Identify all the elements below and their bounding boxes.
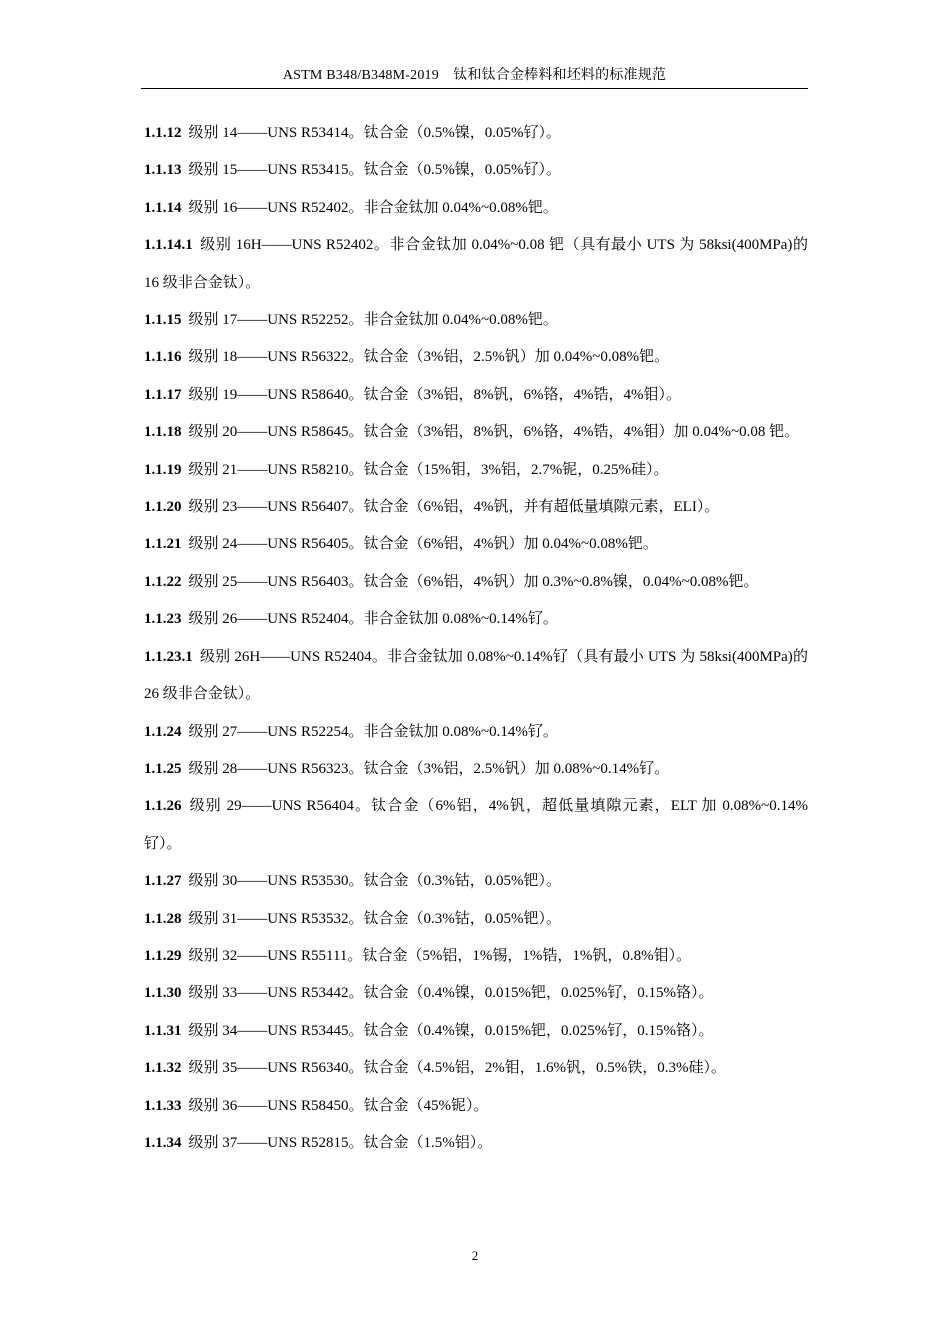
clause-number: 1.1.30	[144, 985, 182, 1002]
clause-number: 1.1.29	[144, 947, 182, 964]
clause-text: 级别 21——UNS R58210。钛合金（15%钼，3%铝，2.7%铌，0.25%硅）。	[188, 461, 669, 478]
clause-number: 1.1.32	[144, 1060, 182, 1077]
clause-text: 级别 31——UNS R53532。钛合金（0.3%钴，0.05%钯）。	[188, 910, 562, 927]
document-body	[144, 115, 808, 1162]
clause-text: 级别 36——UNS R58450。钛合金（45%铌）。	[188, 1097, 489, 1114]
clause-number: 1.1.15	[144, 312, 182, 329]
clause-number: 1.1.17	[144, 386, 182, 403]
page-number: 2	[471, 1248, 479, 1263]
paragraph-1-1-18	[144, 414, 808, 451]
clause-text: 级别 23——UNS R56407。钛合金（6%铝，4%钒，并有超低量填隙元素，ELI）。	[188, 499, 720, 516]
clause-text: 级别 24——UNS R56405。钛合金（6%铝，4%钒）加 0.04%~0.08%钯。	[188, 536, 658, 553]
clause-text: 级别 26H——UNS R52404。非合金钛加 0.08%~0.14%钌（具有最小 UTS 为 58ksi(400MPa)的 26 级非合金钛）。	[144, 648, 808, 703]
clause-number: 1.1.31	[144, 1022, 182, 1039]
paragraph-1-1-30	[144, 975, 808, 1012]
clause-text: 级别 35——UNS R56340。钛合金（4.5%铝，2%钼，1.6%钒，0.5%铁，0.3%硅）。	[188, 1060, 726, 1077]
clause-text: 级别 28——UNS R56323。钛合金（3%铝，2.5%钒）加 0.08%~0.14%钌。	[188, 760, 670, 777]
paragraph-1-1-32	[144, 1050, 808, 1087]
clause-number: 1.1.23.1	[144, 648, 193, 665]
paragraph-1-1-20	[144, 489, 808, 526]
clause-text: 级别 20——UNS R58645。钛合金（3%铝，8%钒，6%铬，4%锆，4%钼）加 0.04%~0.08 钯。	[188, 424, 800, 441]
clause-number: 1.1.21	[144, 536, 182, 553]
paragraph-1-1-19	[144, 452, 808, 489]
clause-text: 级别 16H——UNS R52402。非合金钛加 0.04%~0.08 钯（具有最小 UTS 为 58ksi(400MPa)的 16 级非合金钛）。	[144, 237, 808, 291]
paragraph-1-1-33	[144, 1088, 808, 1125]
paragraph-1-1-14-1	[144, 227, 808, 302]
clause-text: 级别 30——UNS R53530。钛合金（0.3%钴，0.05%钯）。	[188, 873, 562, 890]
clause-number: 1.1.19	[144, 461, 182, 478]
paragraph-1-1-15	[144, 302, 808, 339]
clause-number: 1.1.12	[144, 125, 182, 141]
clause-number: 1.1.23	[144, 611, 182, 628]
paragraph-1-1-21	[144, 526, 808, 563]
page-footer	[0, 1247, 950, 1265]
clause-text: 级别 34——UNS R53445。钛合金（0.4%镍，0.015%钯，0.025%钌，0.15%铬）。	[188, 1022, 714, 1039]
clause-text: 级别 15——UNS R53415。钛合金（0.5%镍，0.05%钌）。	[188, 162, 562, 179]
paragraph-1-1-22	[144, 564, 808, 601]
clause-text: 级别 29——UNS R56404。钛合金（6%铝，4%钒，超低量填隙元素，ELT 加 0.08%~0.14% 钌）。	[144, 798, 808, 852]
clause-text: 级别 19——UNS R58640。钛合金（3%铝，8%钒，6%铬，4%锆，4%钼）。	[188, 386, 681, 403]
clause-number: 1.1.26	[144, 798, 182, 815]
paragraph-1-1-17	[144, 377, 808, 414]
paragraph-1-1-16	[144, 339, 808, 376]
clause-number: 1.1.33	[144, 1097, 182, 1114]
paragraph-1-1-24	[144, 714, 808, 751]
paragraph-1-1-12	[144, 115, 808, 152]
clause-number: 1.1.14.1	[144, 237, 193, 254]
clause-number: 1.1.22	[144, 573, 182, 590]
paragraph-1-1-26	[144, 788, 808, 863]
clause-number: 1.1.25	[144, 760, 182, 777]
clause-number: 1.1.18	[144, 424, 182, 441]
clause-number: 1.1.16	[144, 349, 182, 366]
clause-text: 级别 26——UNS R52404。非合金钛加 0.08%~0.14%钌。	[188, 611, 558, 628]
paragraph-1-1-23	[144, 601, 808, 638]
paragraph-1-1-13	[144, 152, 808, 189]
clause-text: 级别 33——UNS R53442。钛合金（0.4%镍，0.015%钯，0.025%钌，0.15%铬）。	[188, 985, 714, 1002]
clause-text: 级别 27——UNS R52254。非合金钛加 0.08%~0.14%钌。	[188, 723, 558, 740]
clause-number: 1.1.34	[144, 1134, 182, 1151]
clause-text: 级别 16——UNS R52402。非合金钛加 0.04%~0.08%钯。	[188, 199, 558, 216]
paragraph-1-1-29	[144, 938, 808, 975]
clause-text: 级别 18——UNS R56322。钛合金（3%铝，2.5%钒）加 0.04%~0.08%钯。	[188, 349, 670, 366]
paragraph-1-1-14	[144, 190, 808, 227]
clause-text: 级别 17——UNS R52252。非合金钛加 0.04%~0.08%钯。	[188, 312, 558, 329]
paragraph-1-1-28	[144, 901, 808, 938]
page-header	[141, 63, 808, 89]
clause-number: 1.1.28	[144, 910, 182, 927]
clause-text: 级别 37——UNS R52815。钛合金（1.5%铝）。	[188, 1134, 493, 1151]
header-title: ASTM B348/B348M-2019 钛和钛合金棒料和坯料的标准规范	[282, 68, 667, 83]
clause-text: 级别 25——UNS R56403。钛合金（6%铝，4%钒）加 0.3%~0.8%镍，0.04%~0.08%钯。	[188, 573, 759, 590]
paragraph-1-1-34	[144, 1125, 808, 1162]
clause-text: 级别 32——UNS R55111。钛合金（5%铝，1%锡，1%锆，1%钒，0.8%钼）。	[188, 947, 692, 964]
clause-number: 1.1.24	[144, 723, 182, 740]
paragraph-1-1-27	[144, 863, 808, 900]
paragraph-1-1-25	[144, 751, 808, 788]
clause-number: 1.1.20	[144, 499, 182, 516]
clause-number: 1.1.27	[144, 873, 182, 890]
paragraph-1-1-23-1	[144, 639, 808, 714]
clause-number: 1.1.14	[144, 199, 182, 216]
clause-number: 1.1.13	[144, 162, 182, 179]
paragraph-1-1-31	[144, 1013, 808, 1050]
clause-text: 级别 14——UNS R53414。钛合金（0.5%镍，0.05%钌）。	[188, 125, 562, 141]
